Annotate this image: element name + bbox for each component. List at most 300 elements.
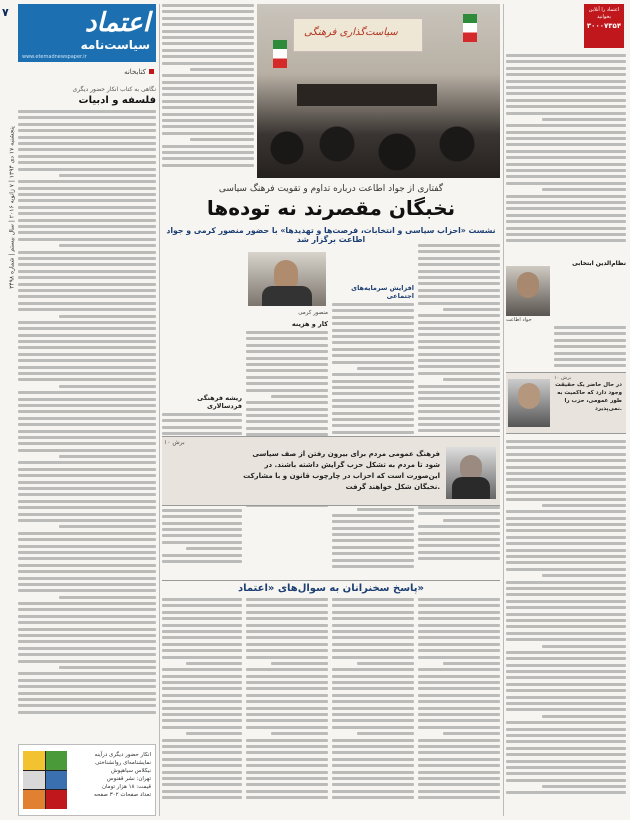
text-line [332, 546, 414, 549]
text-line [162, 87, 254, 90]
text-line [418, 314, 500, 317]
text-line [246, 758, 328, 761]
text-line [332, 520, 414, 523]
text-line [506, 201, 626, 204]
photo-caption: منصور کرمی [298, 310, 328, 316]
text-line [59, 596, 156, 599]
text-line [506, 600, 626, 603]
text-line [418, 557, 500, 560]
article-body [162, 244, 500, 574]
text-line [357, 367, 414, 370]
right-column [506, 4, 626, 816]
text-line [418, 321, 500, 324]
text-line [542, 574, 626, 577]
text-line [418, 372, 500, 375]
text-line [246, 604, 328, 607]
columnist-caption: جواد اطاعت [506, 317, 532, 323]
text-line [18, 692, 156, 695]
banner-text: سیاست‌گذاری فرهنگی [304, 27, 398, 38]
text-line [418, 244, 500, 247]
text-line [418, 598, 500, 601]
text-line [332, 771, 414, 774]
columnist-name: نظام‌الدین ابتخابی [572, 260, 626, 267]
text-line [162, 157, 254, 160]
quote-text: فرهنگ عمومی مردم برای بیرون رفتن از صف سیاسی شود تا مردم به تشکل حزب گرایش داشته باشند. در این‌صورت است که احزاب در چارچوب قانون و با مشارکت نخبگان شکل خواهند گرفت. [243, 450, 440, 491]
text-line [162, 560, 242, 563]
text-line [18, 551, 156, 554]
text-line [18, 647, 156, 650]
text-line [506, 664, 626, 667]
text-line [332, 630, 414, 633]
text-line [506, 740, 626, 743]
text-line [506, 708, 626, 711]
text-line [18, 493, 156, 496]
text-line [18, 225, 156, 228]
right-pull-quote [506, 372, 626, 434]
text-line [418, 624, 500, 627]
text-line [246, 681, 328, 684]
text-line [18, 711, 156, 714]
text-line [418, 796, 500, 799]
text-line [18, 468, 156, 471]
text-line [418, 790, 500, 793]
text-line [246, 668, 328, 671]
text-line [18, 123, 156, 126]
left-article-body [18, 110, 156, 728]
text-line [418, 404, 500, 407]
text-line [18, 116, 156, 119]
text-line [246, 719, 328, 722]
text-line [246, 408, 328, 411]
text-line [506, 453, 626, 456]
text-line [506, 568, 626, 571]
text-line [18, 660, 156, 663]
text-line [443, 662, 500, 665]
dateline: پنجشنبه ۱۷ دی ۱۳۹۴ | ۷ ژانویه ۲۰۱۶ | سال بیستم | شماره ۳۴۹۸ [8, 126, 16, 289]
text-line [162, 125, 254, 128]
text-line [186, 547, 242, 550]
text-line [506, 175, 626, 178]
text-line [506, 728, 626, 731]
text-line [162, 509, 242, 512]
text-line [246, 694, 328, 697]
text-line [162, 132, 254, 135]
text-line [18, 481, 156, 484]
text-line [246, 790, 328, 793]
text-line [162, 145, 254, 148]
text-line [18, 698, 156, 701]
text-line [332, 354, 414, 357]
text-line [18, 615, 156, 618]
text-line [18, 506, 156, 509]
text-line [506, 131, 626, 134]
text-line [162, 42, 254, 45]
text-line [357, 508, 414, 511]
text-line [332, 617, 414, 620]
text-line [18, 302, 156, 305]
text-line [332, 624, 414, 627]
text-line [18, 410, 156, 413]
text-line [18, 238, 156, 241]
text-line [18, 449, 156, 452]
text-line [271, 662, 328, 665]
text-line [506, 485, 626, 488]
text-column [162, 244, 242, 574]
text-line [506, 92, 626, 95]
text-line [418, 771, 500, 774]
text-line [418, 758, 500, 761]
text-line [332, 649, 414, 652]
text-line [246, 389, 328, 392]
text-line [418, 333, 500, 336]
text-line [18, 346, 156, 349]
text-line [162, 515, 242, 518]
text-line [418, 694, 500, 697]
text-line [246, 764, 328, 767]
text-line [506, 99, 626, 102]
text-line [506, 549, 626, 552]
text-line [246, 649, 328, 652]
text-line [506, 60, 626, 63]
text-line [162, 751, 242, 754]
text-line [418, 687, 500, 690]
text-line [246, 713, 328, 716]
text-line [506, 472, 626, 475]
text-line [506, 517, 626, 520]
text-line [162, 17, 254, 20]
text-line [18, 391, 156, 394]
text-line [18, 538, 156, 541]
text-line [506, 670, 626, 673]
text-line [18, 634, 156, 637]
book-detail: انکار حضور دیگری درآینه [94, 752, 151, 758]
text-line [162, 649, 242, 652]
online-ad[interactable] [584, 4, 624, 48]
text-line [246, 687, 328, 690]
text-line [332, 418, 414, 421]
event-photo [257, 4, 500, 178]
text-line [443, 519, 500, 522]
text-line [162, 758, 242, 761]
text-line [162, 636, 242, 639]
text-line [506, 561, 626, 564]
text-line [418, 783, 500, 786]
text-line [18, 327, 156, 330]
text-line [186, 662, 242, 665]
book-detail: تهران: نشر ققنوس [106, 776, 151, 782]
text-line [418, 423, 500, 426]
text-line [542, 645, 626, 648]
text-line [332, 329, 414, 332]
text-line [162, 554, 242, 557]
text-line [18, 564, 156, 567]
text-line [506, 86, 626, 89]
text-line [332, 380, 414, 383]
text-line [332, 656, 414, 659]
text-line [18, 532, 156, 535]
speaker-portrait [446, 447, 496, 499]
text-line [506, 760, 626, 763]
text-line [332, 552, 414, 555]
text-line [18, 378, 156, 381]
text-line [246, 598, 328, 601]
site-url: www.etemadnewspaper.ir [22, 54, 87, 60]
section-title: سیاست‌نامه [80, 38, 150, 52]
text-line [162, 100, 254, 103]
text-line [418, 700, 500, 703]
text-line [246, 783, 328, 786]
text-line [246, 745, 328, 748]
text-column [246, 598, 328, 816]
text-line [162, 687, 242, 690]
text-line [18, 212, 156, 215]
text-line [18, 308, 156, 311]
text-line [190, 138, 254, 141]
cover-tile [23, 790, 45, 809]
text-line [246, 700, 328, 703]
main-article [162, 4, 500, 816]
text-line [162, 777, 242, 780]
text-line [162, 668, 242, 671]
text-line [162, 528, 242, 531]
cover-tile [46, 751, 68, 770]
text-line [59, 244, 156, 247]
text-line [418, 777, 500, 780]
text-line [162, 739, 242, 742]
speaker-portrait [508, 379, 550, 427]
text-line [418, 713, 500, 716]
text-line [506, 112, 626, 115]
text-line [18, 685, 156, 688]
text-line [332, 700, 414, 703]
text-line [418, 410, 500, 413]
text-line [162, 30, 254, 33]
ad-number: ۳۰۰۰۷۳۵۴ [586, 22, 622, 30]
text-line [162, 164, 254, 167]
right-text-mid [554, 326, 626, 370]
text-line [18, 334, 156, 337]
photo-side-text [162, 4, 254, 178]
text-line [506, 753, 626, 756]
text-line [332, 399, 414, 402]
text-line [162, 74, 254, 77]
text-line [332, 604, 414, 607]
text-line [18, 621, 156, 624]
text-line [18, 142, 156, 145]
flag-icon [273, 40, 287, 68]
text-line [418, 276, 500, 279]
text-line [506, 747, 626, 750]
text-line [506, 137, 626, 140]
text-line [418, 649, 500, 652]
text-line [271, 732, 328, 735]
qa-body [162, 598, 500, 816]
text-line [332, 322, 414, 325]
audience [257, 118, 500, 178]
text-line [506, 169, 626, 172]
text-line [418, 675, 500, 678]
text-line [418, 250, 500, 253]
text-line [246, 726, 328, 729]
text-line [18, 577, 156, 580]
text-line [418, 391, 500, 394]
text-line [162, 745, 242, 748]
text-line [554, 364, 626, 367]
page-number: ۷ [2, 6, 9, 19]
text-line [332, 392, 414, 395]
text-line [18, 148, 156, 151]
text-line [418, 604, 500, 607]
text-line [332, 764, 414, 767]
text-line [506, 214, 626, 217]
text-line [506, 536, 626, 539]
text-line [418, 263, 500, 266]
text-line [18, 283, 156, 286]
text-line [418, 611, 500, 614]
book-detail: تعداد صفحات ۳۰۲ صفحه [94, 792, 151, 798]
text-line [332, 565, 414, 568]
text-line [332, 739, 414, 742]
subhead: کار و هزینه [291, 320, 328, 328]
text-line [162, 713, 242, 716]
text-line [18, 168, 156, 171]
qa-headline: پاسخ سخنرانان به سوال‌های «اعتماد» [162, 580, 500, 594]
text-line [162, 522, 242, 525]
text-line [246, 369, 328, 372]
text-line [332, 707, 414, 710]
text-line [246, 777, 328, 780]
text-line [18, 545, 156, 548]
text-line [506, 619, 626, 622]
text-line [162, 643, 242, 646]
text-line [18, 180, 156, 183]
book-cover [23, 751, 67, 809]
text-line [506, 632, 626, 635]
text-line [357, 662, 414, 665]
text-line [332, 431, 414, 434]
text-line [332, 719, 414, 722]
cover-tile [46, 790, 68, 809]
text-line [418, 525, 500, 528]
text-line [506, 150, 626, 153]
text-line [18, 474, 156, 477]
text-line [18, 366, 156, 369]
right-text-top [506, 54, 626, 254]
text-line [418, 365, 500, 368]
text-line [246, 414, 328, 417]
text-line [506, 446, 626, 449]
text-line [162, 700, 242, 703]
text-line [162, 113, 254, 116]
text-line [506, 207, 626, 210]
text-line [418, 359, 500, 362]
text-line [332, 598, 414, 601]
text-line [418, 512, 500, 515]
text-line [162, 49, 254, 52]
text-column [418, 598, 500, 816]
text-line [332, 694, 414, 697]
text-line [332, 783, 414, 786]
text-line [162, 694, 242, 697]
left-article-title: فلسفه و ادبیات [78, 95, 156, 106]
text-line [162, 4, 254, 7]
text-line [332, 386, 414, 389]
text-line [246, 344, 328, 347]
text-line [506, 510, 626, 513]
text-line [332, 713, 414, 716]
text-line [246, 636, 328, 639]
text-line [332, 643, 414, 646]
cover-tile [23, 751, 45, 770]
text-line [332, 758, 414, 761]
text-line [18, 423, 156, 426]
text-line [162, 36, 254, 39]
text-column [332, 598, 414, 816]
text-line [162, 426, 242, 429]
text-line [18, 340, 156, 343]
panel-table [297, 84, 437, 106]
text-line [18, 436, 156, 439]
text-line [506, 491, 626, 494]
text-line [332, 745, 414, 748]
text-line [506, 542, 626, 545]
text-line [542, 785, 626, 788]
text-line [162, 10, 254, 13]
text-line [418, 656, 500, 659]
text-line [246, 675, 328, 678]
ad-text: اعتماد را آنلاین بخوانید [588, 7, 620, 20]
text-line [162, 764, 242, 767]
text-column [162, 598, 242, 816]
page-meta-strip [2, 4, 14, 816]
text-line [246, 611, 328, 614]
text-line [418, 353, 500, 356]
text-line [162, 106, 254, 109]
text-line [506, 734, 626, 737]
text-line [18, 628, 156, 631]
text-line [542, 188, 626, 191]
text-line [506, 791, 626, 794]
text-line [332, 751, 414, 754]
text-line [246, 643, 328, 646]
right-text-bottom [506, 440, 626, 816]
text-line [506, 593, 626, 596]
text-line [418, 429, 500, 432]
text-line [18, 398, 156, 401]
text-line [59, 525, 156, 528]
text-line [246, 357, 328, 360]
text-line [332, 777, 414, 780]
text-line [506, 779, 626, 782]
text-line [18, 155, 156, 158]
text-line [418, 385, 500, 388]
text-column [332, 244, 414, 574]
quote-label: برش ۱۰ [164, 439, 185, 446]
text-line [418, 417, 500, 420]
text-line [506, 772, 626, 775]
text-line [162, 541, 242, 544]
text-line [506, 239, 626, 242]
text-line [506, 529, 626, 532]
book-details [67, 751, 151, 799]
text-line [506, 498, 626, 501]
text-line [418, 551, 500, 554]
text-line [59, 315, 156, 318]
text-line [332, 681, 414, 684]
text-line [18, 263, 156, 266]
text-line [506, 67, 626, 70]
text-line [18, 231, 156, 234]
